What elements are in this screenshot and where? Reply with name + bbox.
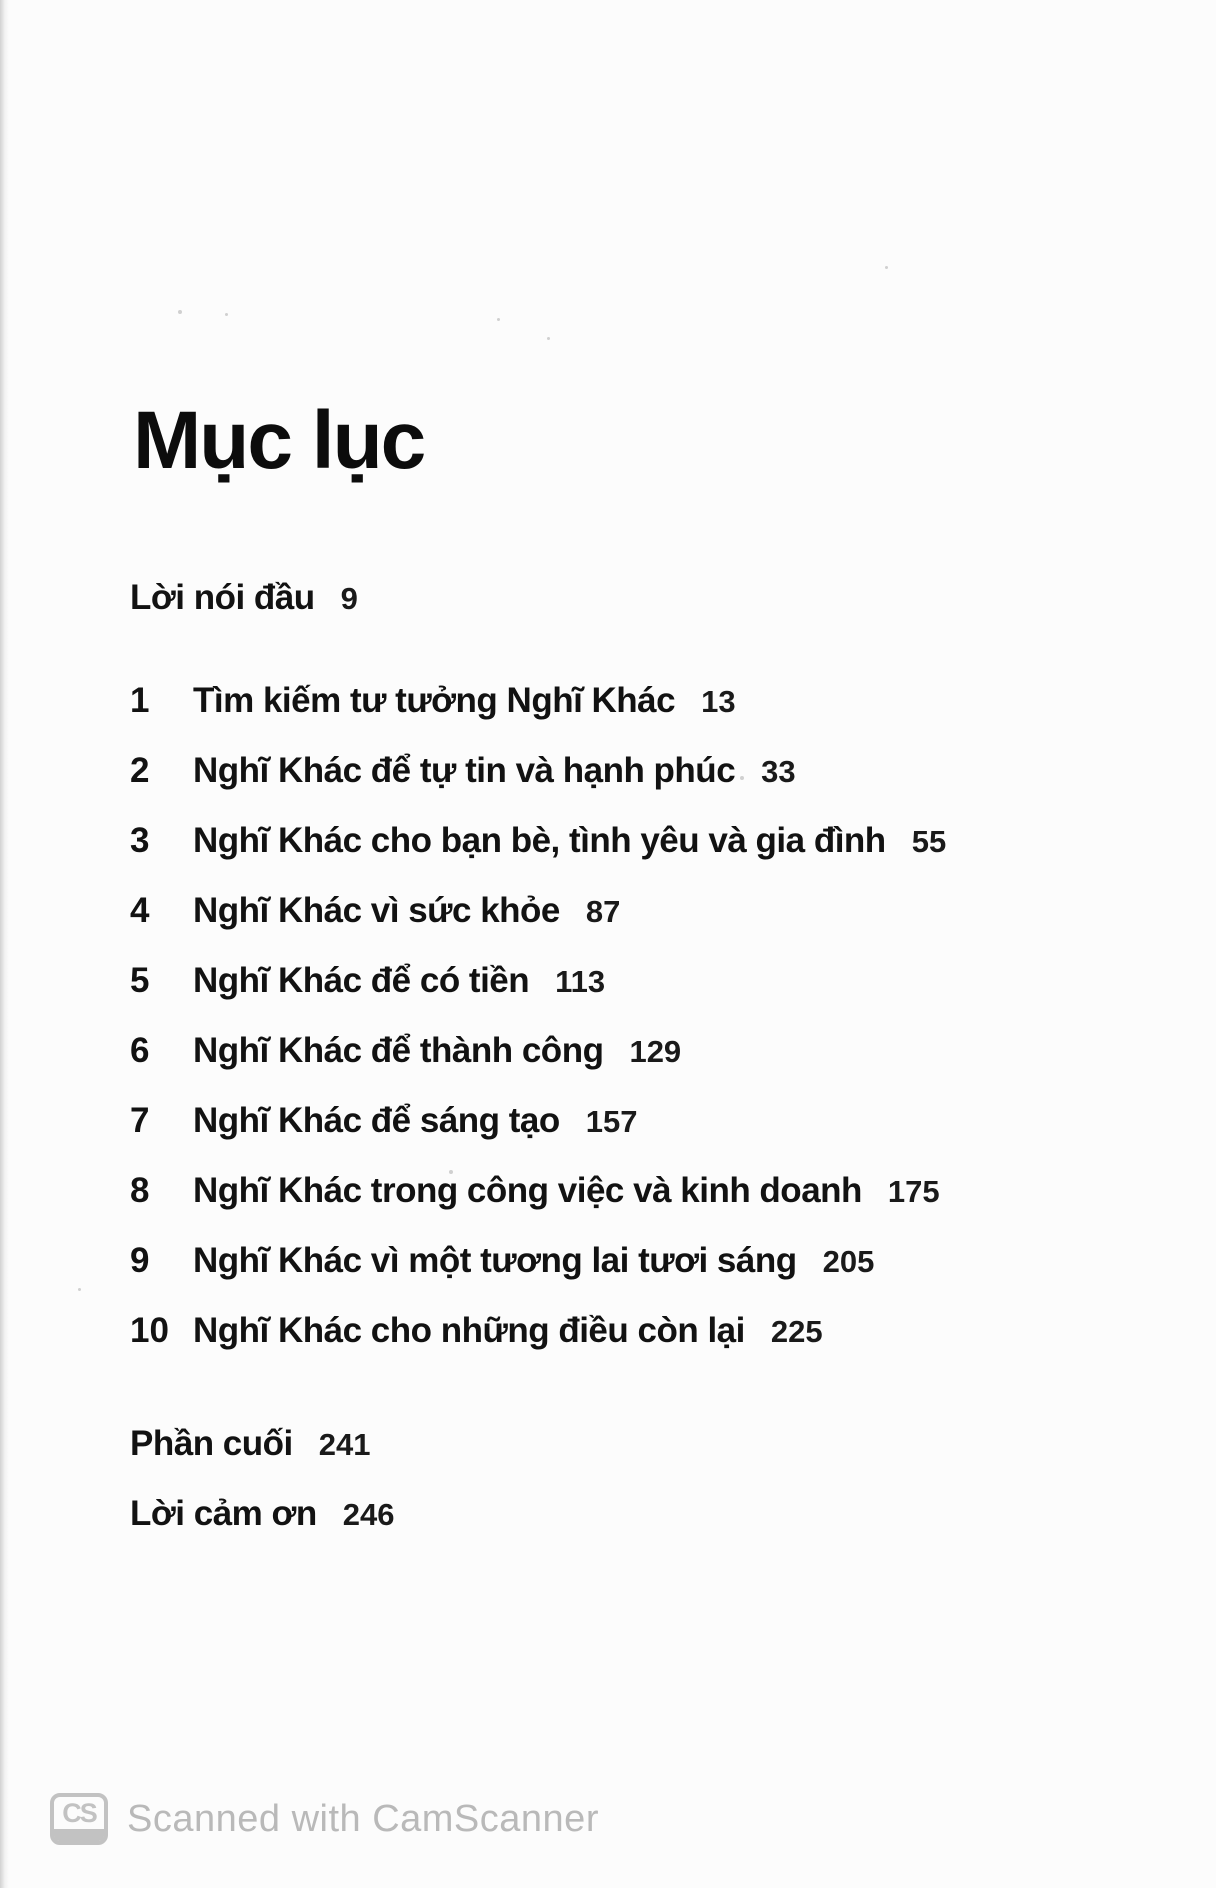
chapter-page-number: 129 <box>629 1034 682 1069</box>
chapter-number: 8 <box>130 1171 150 1210</box>
chapter-title: Nghĩ Khác vì sức khỏe <box>193 891 560 930</box>
front-matter-section <box>130 580 358 615</box>
chapter-number: 2 <box>130 751 150 790</box>
toc-row-chapter-10 <box>130 1313 946 1383</box>
toc-row-chapter-4 <box>130 893 946 963</box>
toc-row-chapter-9 <box>130 1243 946 1313</box>
chapter-page-number: 157 <box>585 1104 638 1139</box>
scan-speck <box>225 313 228 316</box>
toc-entry-label: Lời nói đầu <box>130 578 315 617</box>
scan-speck <box>178 310 182 314</box>
chapter-title: Nghĩ Khác vì một tương lai tươi sáng <box>193 1241 797 1280</box>
scan-speck <box>78 1288 81 1291</box>
chapter-title: Nghĩ Khác cho bạn bè, tình yêu và gia đình <box>193 821 886 860</box>
toc-entry-page-number: 241 <box>318 1427 371 1462</box>
back-matter-section <box>130 1426 394 1566</box>
scan-speck <box>547 337 550 340</box>
toc-row-acknowledgements <box>130 1496 394 1566</box>
toc-row-preface <box>130 580 358 615</box>
chapter-page-number: 13 <box>701 684 736 719</box>
chapter-title: Tìm kiếm tư tưởng Nghĩ Khác <box>193 681 676 720</box>
camscanner-icon-bar <box>54 1829 104 1841</box>
chapter-page-number: 55 <box>911 824 947 859</box>
toc-row-ending <box>130 1426 394 1496</box>
chapter-list <box>130 683 946 1383</box>
toc-entry-page-number: 246 <box>342 1497 395 1532</box>
toc-row-chapter-2 <box>130 753 946 823</box>
scan-speck <box>497 318 500 321</box>
chapter-title: Nghĩ Khác để thành công <box>193 1031 604 1070</box>
chapter-number: 3 <box>130 821 150 860</box>
toc-row-chapter-1 <box>130 683 946 753</box>
toc-entry-label: Phần cuối <box>130 1424 293 1463</box>
watermark-text: Scanned with CamScanner <box>127 1797 599 1840</box>
chapter-title: Nghĩ Khác để có tiền <box>193 961 530 1000</box>
toc-row-chapter-7 <box>130 1103 946 1173</box>
chapter-page-number: 87 <box>585 894 621 929</box>
chapter-number: 4 <box>130 891 150 930</box>
chapter-number: 1 <box>130 681 150 720</box>
toc-row-chapter-6 <box>130 1033 946 1103</box>
toc-entry-label: Lời cảm ơn <box>130 1494 317 1533</box>
chapter-number: 10 <box>130 1311 169 1350</box>
chapter-number: 5 <box>130 961 150 1000</box>
camscanner-icon <box>50 1793 108 1845</box>
chapter-title: Nghĩ Khác để sáng tạo <box>193 1101 560 1140</box>
toc-row-chapter-5 <box>130 963 946 1033</box>
chapter-page-number: 205 <box>822 1244 875 1279</box>
camscanner-icon-label: CS <box>62 1798 96 1828</box>
chapter-number: 7 <box>130 1101 150 1140</box>
scan-edge-artifact <box>0 0 9 1888</box>
chapter-title: Nghĩ Khác để tự tin và hạnh phúc <box>193 751 736 790</box>
scan-speck <box>885 266 888 269</box>
camscanner-watermark <box>50 1793 599 1845</box>
chapter-number: 6 <box>130 1031 150 1070</box>
chapter-page-number: 113 <box>555 964 606 999</box>
page-title: Mục lục <box>133 394 425 486</box>
chapter-page-number: 175 <box>887 1174 940 1209</box>
chapter-page-number: 33 <box>761 754 796 789</box>
chapter-title: Nghĩ Khác cho những điều còn lại <box>193 1311 745 1350</box>
chapter-page-number: 225 <box>770 1314 823 1349</box>
chapter-number: 9 <box>130 1241 150 1280</box>
chapter-title: Nghĩ Khác trong công việc và kinh doanh <box>193 1171 862 1210</box>
toc-row-chapter-8 <box>130 1173 946 1243</box>
toc-entry-page-number: 9 <box>340 581 358 616</box>
toc-row-chapter-3 <box>130 823 946 893</box>
